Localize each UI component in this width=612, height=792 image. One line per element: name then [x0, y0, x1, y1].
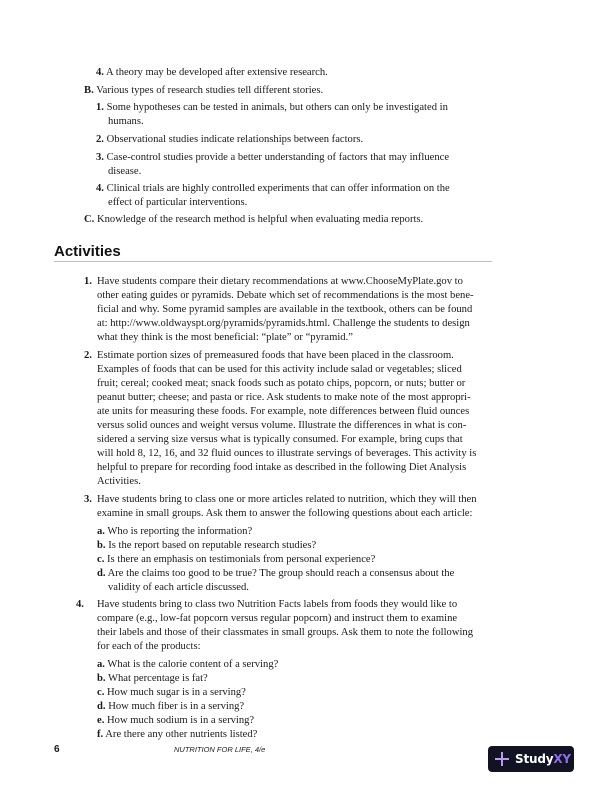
- text-line: 3.: [84, 494, 92, 505]
- running-footer-title: NUTRITION FOR LIFE, 4/e: [174, 745, 266, 754]
- text-line: Estimate portion sizes of premeasured foods that have been placed in the classroom.: [97, 350, 454, 361]
- text-line: what they think is the most beneficial: “plate” or “pyramid.”: [97, 332, 353, 343]
- text-line: 4.: [76, 599, 84, 610]
- activity-4-question-d: d. How much fiber is in a serving?: [97, 701, 245, 712]
- text-line: Have students bring to class two Nutrition Facts labels from foods they would like to: [97, 599, 458, 610]
- plus-icon: [495, 752, 509, 766]
- activity-4-question-f: f. Are there any other nutrients listed?: [97, 729, 258, 740]
- activity-4-question-a: a. What is the calorie content of a serving?: [97, 659, 279, 670]
- heading-rule: [54, 261, 492, 262]
- text-line: sidered a serving size versus what is typically consumed. For example, bring cups that: [97, 434, 463, 445]
- outline-B-item-4: 4. Clinical trials are highly controlled experiments that can offer information on the: [96, 183, 450, 194]
- outline-B-item-2: 2. Observational studies indicate relationships between factors.: [96, 134, 364, 145]
- outline-B-item-1: 1. Some hypotheses can be tested in animals, but others can only be investigated in: [96, 102, 448, 113]
- text-line: peanut butter; cheese; and pasta or rice. Ask students to make note of the most appropri-: [97, 392, 471, 403]
- text-line: ficial and why. Some pyramid samples are available in the textbook, others can be found: [97, 304, 473, 315]
- text-line: Have students bring to class one or more articles related to nutrition, which they will then: [97, 494, 477, 505]
- outline-B-item-3-cont: disease.: [108, 166, 142, 177]
- outline-item-a4: 4. A theory may be developed after extensive research.: [96, 67, 328, 78]
- text-line: other eating guides or pyramids. Debate which set of recommendations is the most bene-: [97, 290, 474, 301]
- outline-B-item-3: 3. Case-control studies provide a better understanding of factors that may influence: [96, 152, 450, 163]
- page-number: 6: [54, 744, 60, 755]
- activity-4-question-c: c. How much sugar is in a serving?: [97, 687, 246, 698]
- outline-B-item-1-cont: humans.: [108, 116, 144, 127]
- activity-4-question-e: e. How much sodium is in a serving?: [97, 715, 255, 726]
- studyxy-badge[interactable]: [488, 746, 574, 772]
- text-line: examine in small groups. Ask them to answer the following questions about each article:: [97, 508, 473, 519]
- text-line: compare (e.g., low-fat popcorn versus regular popcorn) and instruct them to examine: [97, 613, 458, 624]
- outline-item-C: C. Knowledge of the research method is helpful when evaluating media reports.: [84, 214, 424, 225]
- text-line: Have students compare their dietary recommendations at www.ChooseMyPlate.gov to: [97, 276, 463, 287]
- text-line: at: http://www.oldwayspt.org/pyramids/pyramids.html. Challenge the students to design: [97, 318, 470, 329]
- text-line: their labels and those of their classmates in small groups. Ask them to note the following: [97, 627, 474, 638]
- text-line: helpful to prepare for recording food intake as described in the following Diet Analysis: [97, 462, 467, 473]
- activity-3-question-a: a. Who is reporting the information?: [97, 526, 253, 537]
- text-line: 1.: [84, 276, 92, 287]
- text-line: fruit; cereal; cooked meat; snack foods such as potato chips, popcorn, or nuts; butter or: [97, 378, 466, 389]
- section-heading: Activities: [54, 243, 121, 260]
- text-line: Examples of foods that can be used for this activity include salad or vegetables; sliced: [97, 364, 462, 375]
- outline-item-B: B. Various types of research studies tell different stories.: [84, 85, 324, 96]
- activity-3-question-b: b. Is the report based on reputable research studies?: [97, 540, 317, 551]
- text-line: Activities.: [97, 476, 141, 487]
- activity-4-question-b: b. What percentage is fat?: [97, 673, 208, 684]
- text-line: versus solid ounces and weight versus volume. Illustrate the differences in what is con-: [97, 420, 467, 431]
- outline-B-item-4-cont: effect of particular interventions.: [108, 197, 248, 208]
- text-line: for each of the products:: [97, 641, 201, 652]
- text-line: validity of each article discussed.: [108, 582, 249, 593]
- activity-3-question-c: c. Is there an emphasis on testimonials from personal experience?: [97, 554, 376, 565]
- text-line: ate units for measuring these foods. For example, note differences between fluid ounces: [97, 406, 470, 417]
- brand-wordmark: StudyXY: [515, 752, 571, 766]
- text-line: 2.: [84, 350, 92, 361]
- activity-3-question-d: d. Are the claims too good to be true? The group should reach a consensus about the: [97, 568, 455, 579]
- text-line: will hold 8, 12, 16, and 32 fluid ounces to illustrate servings of beverages. This activity is: [97, 448, 477, 459]
